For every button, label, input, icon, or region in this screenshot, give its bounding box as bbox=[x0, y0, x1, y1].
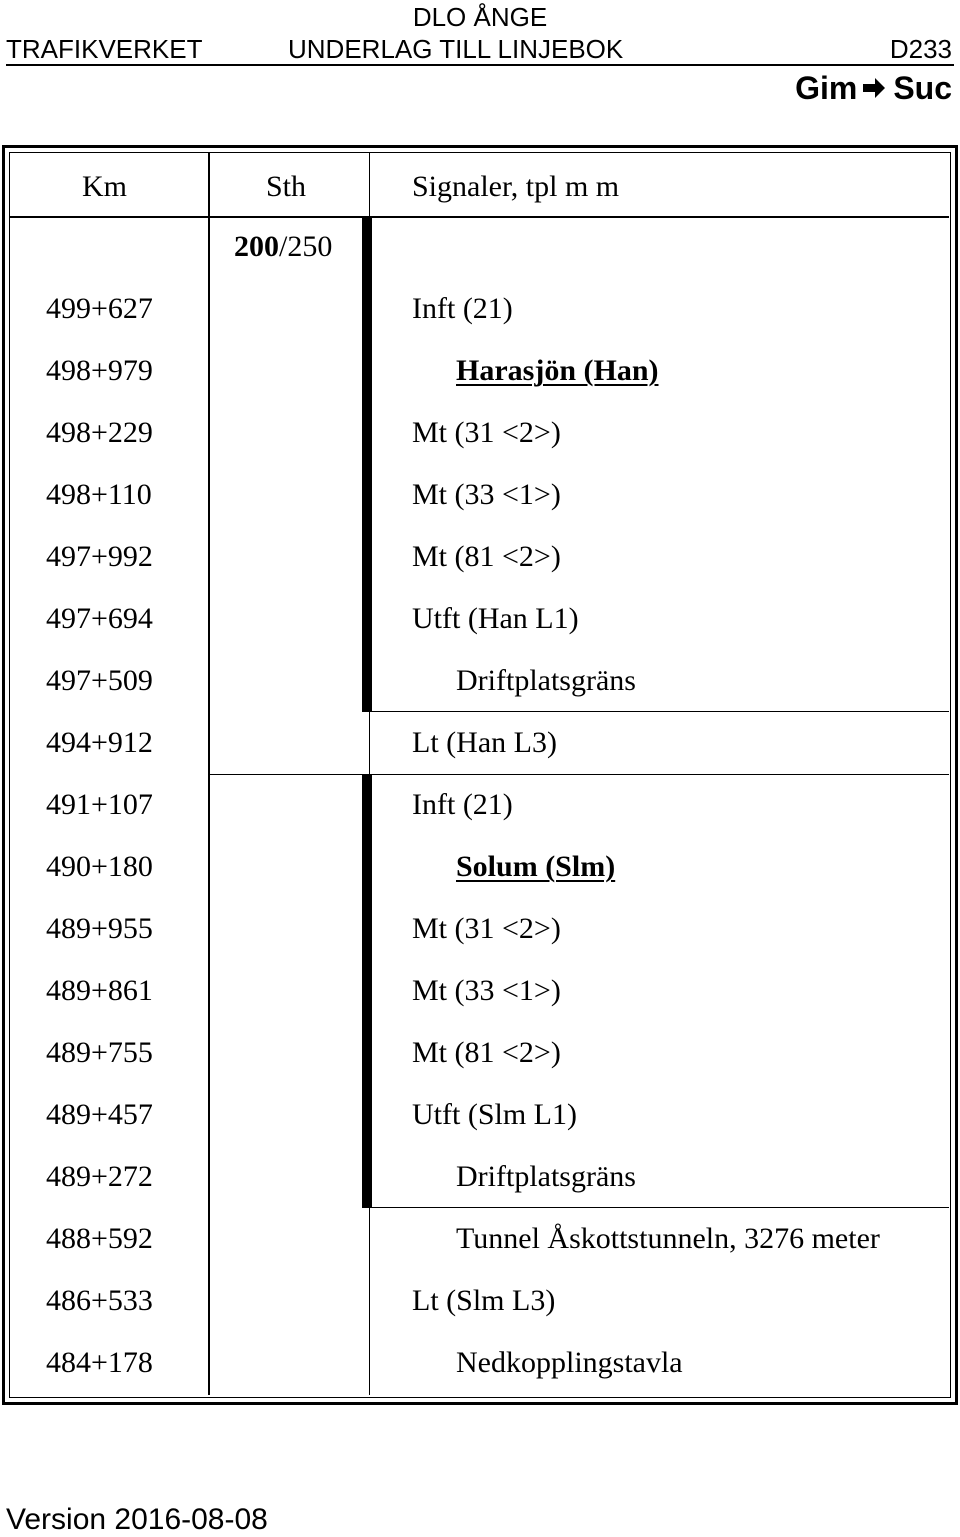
signal-entry: Mt (81 <2>) bbox=[412, 540, 561, 573]
speed-limit-alt: /250 bbox=[279, 230, 333, 263]
route-to: Suc bbox=[893, 70, 952, 106]
signal-entry: Utft (Slm L1) bbox=[412, 1098, 577, 1131]
board-entry: Nedkopplingstavla bbox=[456, 1346, 683, 1379]
speed-limit bbox=[234, 216, 332, 278]
double-track-bar-lower bbox=[362, 775, 372, 1208]
signal-entry: Mt (33 <1>) bbox=[412, 974, 561, 1007]
km-value: 498+979 bbox=[46, 354, 153, 387]
signal-entry: Lt (Han L3) bbox=[412, 726, 557, 759]
signal-entry: Mt (81 <2>) bbox=[412, 1036, 561, 1069]
double-track-bar-upper bbox=[362, 216, 372, 712]
column-divider-sth-mid bbox=[369, 712, 370, 775]
km-value: 489+755 bbox=[46, 1036, 153, 1069]
document-code: D233 bbox=[889, 34, 952, 64]
arrow-right-icon bbox=[861, 75, 887, 101]
document-title: UNDERLAG TILL LINJEBOK bbox=[288, 34, 624, 64]
km-value: 497+509 bbox=[46, 664, 153, 697]
tunnel-entry: Tunnel Åskottstunneln, 3276 meter bbox=[456, 1222, 880, 1255]
km-value: 490+180 bbox=[46, 850, 153, 883]
organization-name: TRAFIKVERKET bbox=[6, 34, 203, 64]
column-header-km: Km bbox=[82, 170, 127, 203]
km-value: 494+912 bbox=[46, 726, 153, 759]
km-value: 488+592 bbox=[46, 1222, 153, 1255]
route-from: Gim bbox=[795, 70, 858, 106]
km-value: 497+694 bbox=[46, 602, 153, 635]
section-rule-2 bbox=[209, 774, 949, 775]
signal-entry: Lt (Slm L3) bbox=[412, 1284, 556, 1317]
station-name: Solum (Slm) bbox=[456, 850, 616, 883]
boundary-entry: Driftplatsgräns bbox=[456, 1160, 636, 1193]
km-value: 499+627 bbox=[46, 292, 153, 325]
km-value: 491+107 bbox=[46, 788, 153, 821]
boundary-entry: Driftplatsgräns bbox=[456, 664, 636, 697]
km-value: 489+272 bbox=[46, 1160, 153, 1193]
km-value: 498+229 bbox=[46, 416, 153, 449]
signal-entry: Mt (33 <1>) bbox=[412, 478, 561, 511]
km-value: 489+955 bbox=[46, 912, 153, 945]
column-header-sth: Sth bbox=[266, 170, 307, 203]
km-value: 486+533 bbox=[46, 1284, 153, 1317]
signal-entry: Inft (21) bbox=[412, 788, 513, 821]
signal-entry: Mt (31 <2>) bbox=[412, 912, 561, 945]
column-divider-sth-upper bbox=[369, 153, 370, 218]
district-title: DLO ÅNGE bbox=[412, 2, 548, 32]
signal-entry: Mt (31 <2>) bbox=[412, 416, 561, 449]
column-divider-sth-lower bbox=[369, 1208, 370, 1395]
km-value: 484+178 bbox=[46, 1346, 153, 1379]
km-value: 498+110 bbox=[46, 478, 152, 511]
header-rule bbox=[6, 64, 954, 66]
km-value: 489+457 bbox=[46, 1098, 153, 1131]
station-name: Harasjön (Han) bbox=[456, 354, 659, 387]
version-label: Version 2016-08-08 bbox=[6, 1503, 268, 1536]
speed-limit-main: 200 bbox=[234, 230, 279, 263]
km-value: 497+992 bbox=[46, 540, 153, 573]
signal-entry: Utft (Han L1) bbox=[412, 602, 579, 635]
signal-entry: Inft (21) bbox=[412, 292, 513, 325]
km-value: 489+861 bbox=[46, 974, 153, 1007]
column-header-signals: Signaler, tpl m m bbox=[412, 170, 620, 203]
route-indicator bbox=[795, 68, 952, 108]
